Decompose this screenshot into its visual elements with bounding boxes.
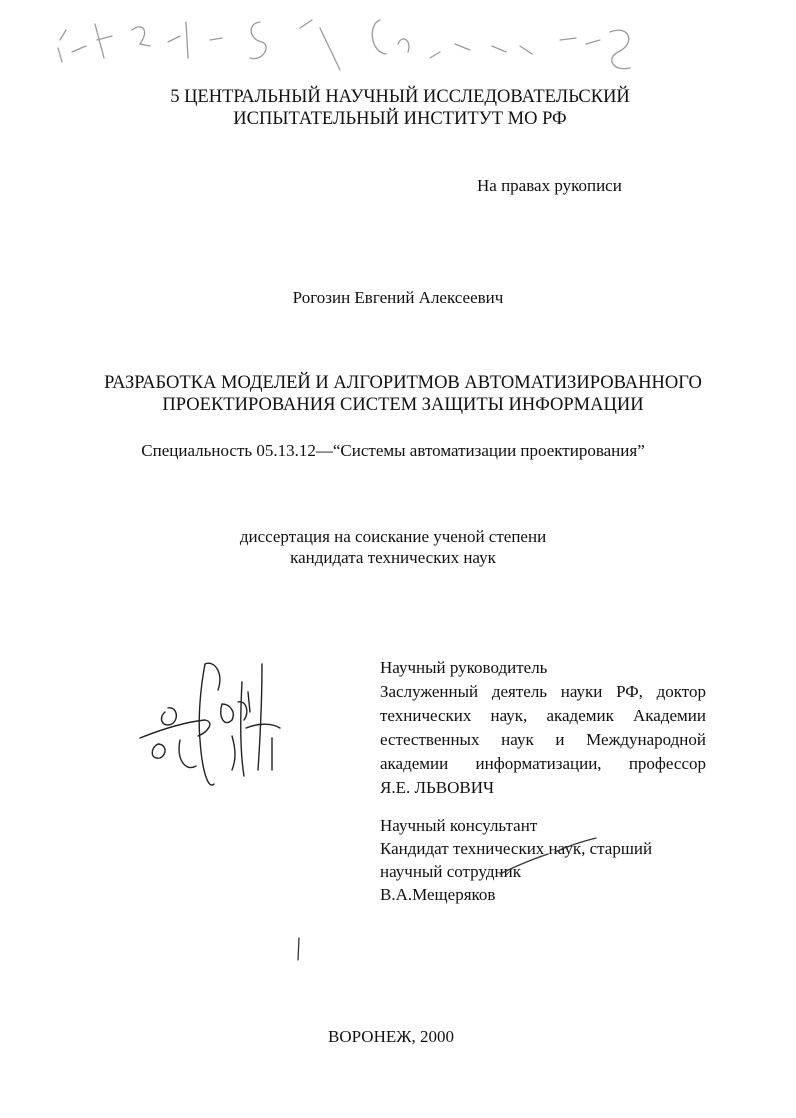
title-line-2: ПРОЕКТИРОВАНИЯ СИСТЕМ ЗАЩИТЫ ИНФОРМАЦИИ (162, 395, 644, 415)
degree-line-1: диссертация на соискание ученой степени (239, 527, 547, 546)
consultant-name: В.А.Мещеряков (380, 885, 496, 904)
degree-line-2: кандидата технических наук (290, 548, 496, 567)
consultant-line-2: научный сотрудник (380, 862, 521, 881)
supervisor-heading: Научный руководитель (380, 658, 548, 677)
supervisor-line-4: академии информатизации, профессор (380, 754, 706, 773)
consultant-line-1: Кандидат технических наук, старший (380, 839, 653, 858)
supervisor-line-3: естественных наук и Международной (380, 730, 706, 749)
specialty: Специальность 05.13.12—“Системы автоматизации проектирования” (141, 441, 645, 460)
supervisor-name: Я.Е. ЛЬВОВИЧ (380, 778, 495, 797)
city-year: ВОРОНЕЖ, 2000 (328, 1027, 454, 1046)
title-line-1: РАЗРАБОТКА МОДЕЛЕЙ И АЛГОРИТМОВ АВТОМАТИЗИРОВАННОГО (104, 373, 702, 393)
supervisor-line-1: Заслуженный деятель науки РФ, доктор (380, 682, 706, 701)
institute-line-2: ИСПЫТАТЕЛЬНЫЙ ИНСТИТУТ МО РФ (233, 109, 567, 129)
institute-line-1: 5 ЦЕНТРАЛЬНЫЙ НАУЧНЫЙ ИССЛЕДОВАТЕЛЬСКИЙ (170, 87, 630, 107)
author-name: Рогозин Евгений Алексеевич (292, 288, 504, 307)
supervisor-line-2: технических наук, академик Академии (380, 706, 706, 725)
consultant-heading: Научный консультант (380, 816, 538, 835)
manuscript-rights: На правах рукописи (477, 176, 622, 195)
